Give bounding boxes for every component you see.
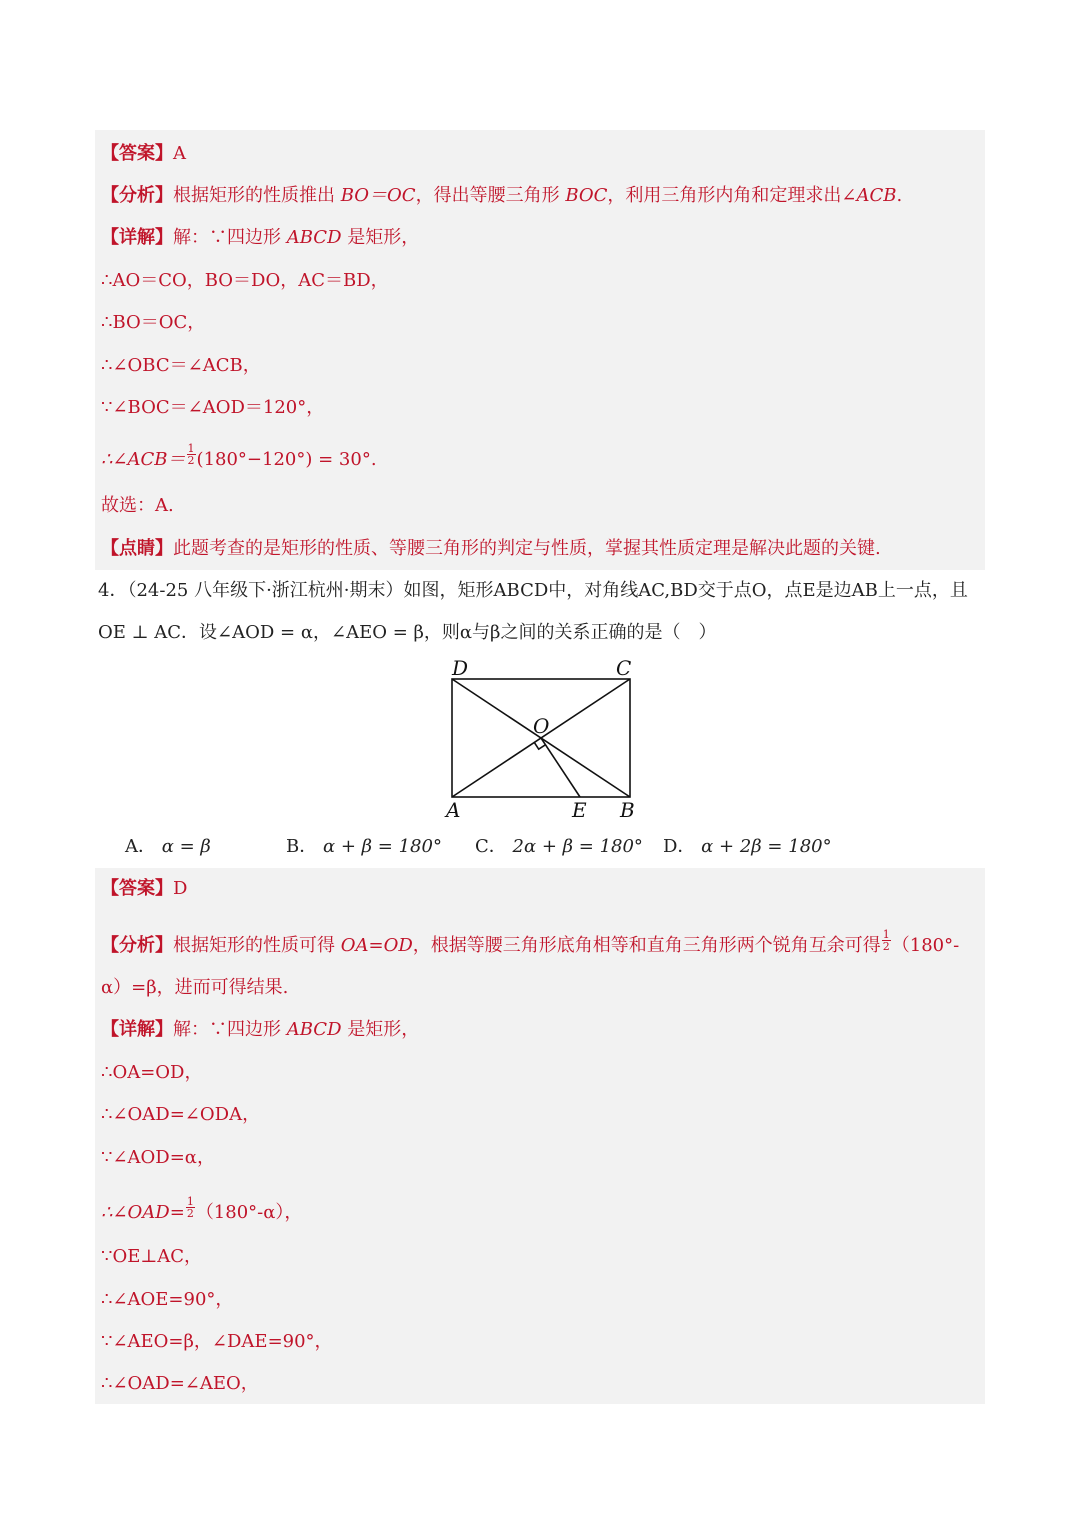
final-prefix: ∴∠ACB＝ <box>101 449 186 470</box>
question-text-line2: OE ⊥ AC．设∠AOD = α，∠AEO = β，则α与β之间的关系正确的是（ ） <box>98 622 717 643</box>
fraction-half: $\frac{1}{2}$ <box>187 441 195 467</box>
analysis-continuation: α）=β，进而可得结果. <box>101 977 289 998</box>
answer-value: D <box>173 878 188 899</box>
question-text-line1: 4．（24-25 八年级下·浙江杭州·期末）如图，矩形ABCD中，对角线AC,BD交于点O，点E是边AB上一点，且 <box>98 580 968 601</box>
label-c: C <box>616 656 632 680</box>
analysis-expr: OA=OD <box>340 935 413 956</box>
analysis-tag: 【分析】 <box>101 935 173 956</box>
solution-step: ∵∠AEO=β，∠DAE=90°， <box>101 1331 333 1352</box>
label-d: D <box>452 656 469 680</box>
choice-b: B． α + β = 180° <box>286 836 442 857</box>
analysis-expr: ∠ACB <box>841 185 897 206</box>
choice-d: D． α + 2β = 180° <box>663 836 832 857</box>
answer-value: A <box>173 143 186 164</box>
comment-tag: 【点睛】 <box>101 538 173 559</box>
answer-tag: 【答案】 <box>101 878 173 899</box>
detail-line <box>101 1018 981 1042</box>
detail-expr: ABCD <box>286 1019 342 1040</box>
analysis-text: ，根据等腰三角形底角相等和直角三角形两个锐角互余可得 <box>412 935 881 956</box>
solution-step: ∵OE⊥AC， <box>101 1246 203 1267</box>
analysis-text: （180°- <box>891 935 960 956</box>
analysis-tag: 【分析】 <box>101 185 173 206</box>
solution-step: ∴AO＝CO，BO＝DO，AC＝BD， <box>101 270 389 291</box>
segment-oe <box>541 738 580 797</box>
analysis-text: ，利用三角形内角和定理求出 <box>607 185 842 206</box>
label-e: E <box>572 798 587 822</box>
analysis-text: 根据矩形的性质推出 <box>173 185 341 206</box>
solution-step: ∴BO＝OC， <box>101 312 206 333</box>
solution-step: ∵∠AOD=α， <box>101 1147 215 1168</box>
analysis-expr: BO＝OC <box>340 185 416 206</box>
analysis-text: ，得出等腰三角形 <box>415 185 566 206</box>
fraction-half: $\frac{1}{2}$ <box>186 1194 194 1220</box>
detail-tag: 【详解】 <box>101 227 173 248</box>
choose-line: 故选：A. <box>101 495 174 516</box>
final-suffix: (180°−120°) = 30° <box>196 449 371 470</box>
analysis-line <box>101 927 981 958</box>
detail-line <box>101 226 981 250</box>
detail-text: 解：∵四边形 <box>173 1019 287 1040</box>
label-o: O <box>533 714 550 738</box>
fraction-half: $\frac{1}{2}$ <box>882 927 890 953</box>
choice-a: A． α = β <box>125 836 211 857</box>
comment-line <box>101 537 981 561</box>
answer-line <box>101 142 981 166</box>
solution-panel-2 <box>95 868 985 1404</box>
analysis-text: . <box>896 185 903 206</box>
detail-expr: ABCD <box>286 227 342 248</box>
label-b: B <box>620 798 635 822</box>
detail-text: 是矩形， <box>341 1019 420 1040</box>
choice-c: C． 2α + β = 180° <box>475 836 643 857</box>
solution-step: ∴∠OAD=∠ODA， <box>101 1104 261 1125</box>
detail-text: 解：∵四边形 <box>173 227 287 248</box>
detail-tag: 【详解】 <box>101 1019 173 1040</box>
solution-step: ∴OA=OD， <box>101 1062 203 1083</box>
answer-line <box>101 877 981 901</box>
final-step: ∴∠ACB＝ $\frac{1}{2}$ (180°−120°) = 30°. <box>101 441 377 470</box>
answer-tag: 【答案】 <box>101 143 173 164</box>
label-a: A <box>446 798 461 822</box>
detail-text: 是矩形， <box>341 227 420 248</box>
analysis-line <box>101 184 981 208</box>
solution-step: ∴∠OBC＝∠ACB， <box>101 355 261 376</box>
half-angle-step: ∴∠OAD= $\frac{1}{2}$ （180°-α）， <box>101 1194 303 1223</box>
comment-text: 此题考查的是矩形的性质、等腰三角形的判定与性质，掌握其性质定理是解决此题的关键. <box>173 538 881 559</box>
analysis-text: 根据矩形的性质可得 <box>173 935 341 956</box>
solution-step: ∴∠OAD=∠AEO， <box>101 1373 259 1394</box>
rectangle-figure <box>440 655 640 825</box>
analysis-expr: BOC <box>565 185 608 206</box>
solution-step: ∵∠BOC＝∠AOD＝120°， <box>101 397 325 418</box>
solution-step: ∴∠AOE=90°， <box>101 1289 234 1310</box>
solution-panel-1 <box>95 130 985 570</box>
